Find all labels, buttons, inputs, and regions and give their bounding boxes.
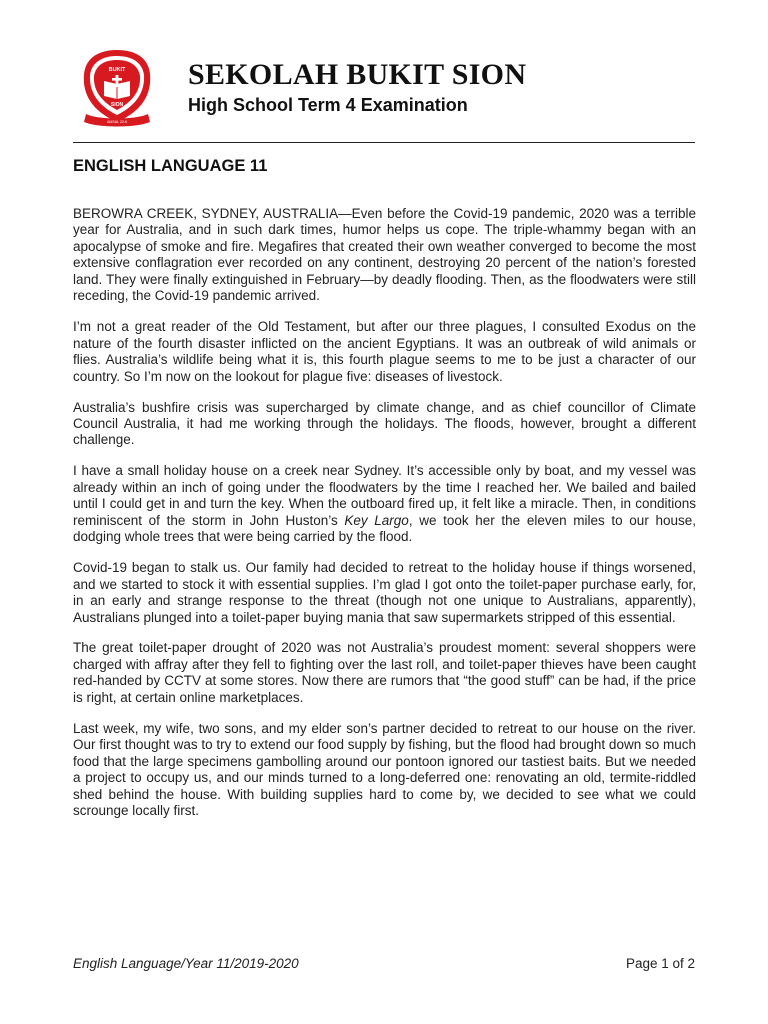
film-title: Key Largo <box>344 512 409 528</box>
paragraph: Covid-19 began to stalk us. Our family had decided to retreat to the holiday house if things worsened, and we started to stock it with essential supplies. I’m glad I got onto the toilet-paper purchase early, for, in an early and strange response to the threat (though not one unique to Australians, apparently), Australians plunged into a toilet-paper buying mania that saw supermarkets stripped of this essential. <box>73 560 696 625</box>
article-body <box>73 206 696 834</box>
logo-text-top: BUKIT <box>108 67 126 73</box>
school-name: SEKOLAH BUKIT SION <box>188 58 527 91</box>
school-logo <box>78 48 156 130</box>
paragraph: Last week, my wife, two sons, and my elder son’s partner decided to retreat to our house on the river. Our first thought was to try to extend our food supply by fishing, but the flood had brought down so much food that the large specimens gambolling around our pontoon ignored our tastiest baits. But we needed a project to occupy us, and our minds turned to a long-deferred one: renovating an old, termite-riddled shed behind the house. With building supplies hard to come by, we decided to see what we could scrounge locally first. <box>73 720 696 819</box>
footer-course: English Language/Year 11/2019-2020 <box>73 956 299 971</box>
subject-heading: ENGLISH LANGUAGE 11 <box>73 157 268 175</box>
logo-motto: AMSAL 22:6 <box>106 120 128 124</box>
header-divider <box>73 142 695 143</box>
paragraph: The great toilet-paper drought of 2020 was not Australia’s proudest moment: several shoppers were charged with affray after they fell to fighting over the last roll, and toilet-paper thieves have been caught red-handed by CCTV at some stores. Now there are rumors that “the good stuff” can be had, if the price is right, at certain online marketplaces. <box>73 640 696 705</box>
paragraph: BEROWRA CREEK, SYDNEY, AUSTRALIA—Even before the Covid-19 pandemic, 2020 was a terrible year for Australia, and in such dark times, humor helps us cope. The triple-whammy began with an apocalypse of smoke and fire. Megafires that created their own weather converged to become the most extensive conflagration ever recorded on any continent, destroying 20 percent of the nation’s forested land. They were finally extinguished in February—by deadly flooding. Then, as the floodwaters were still receding, the Covid-19 pandemic arrived. <box>73 206 696 304</box>
logo-text-bottom: SION <box>110 102 124 108</box>
paragraph: I have a small holiday house on a creek near Sydney. It’s accessible only by boat, and my vessel was already within an inch of going under the floodwaters by the time I reached her. We bailed and bailed until I could get in and turn the key. When the outboard fired up, it felt like a miracle. Then, in conditions reminiscent of the storm in John Huston’s Key Largo, we took her the eleven miles to our house, dodging whole trees that were being carried by the flood. <box>73 463 696 545</box>
footer-page-number: Page 1 of 2 <box>625 956 695 971</box>
paragraph: Australia’s bushfire crisis was supercharged by climate change, and as chief councillor of Climate Council Australia, it had me working through the holidays. The floods, however, brought a different challenge. <box>73 399 696 448</box>
paragraph: I’m not a great reader of the Old Testament, but after our three plagues, I consulted Exodus on the nature of the fourth disaster inflicted on the ancient Egyptians. It was an outbreak of wild animals or flies. Australia’s wildlife being what it is, this fourth plague seems to me to be just a character of our country. So I’m now on the lookout for plague five: diseases of livestock. <box>73 319 696 384</box>
exam-title: High School Term 4 Examination <box>188 95 468 115</box>
